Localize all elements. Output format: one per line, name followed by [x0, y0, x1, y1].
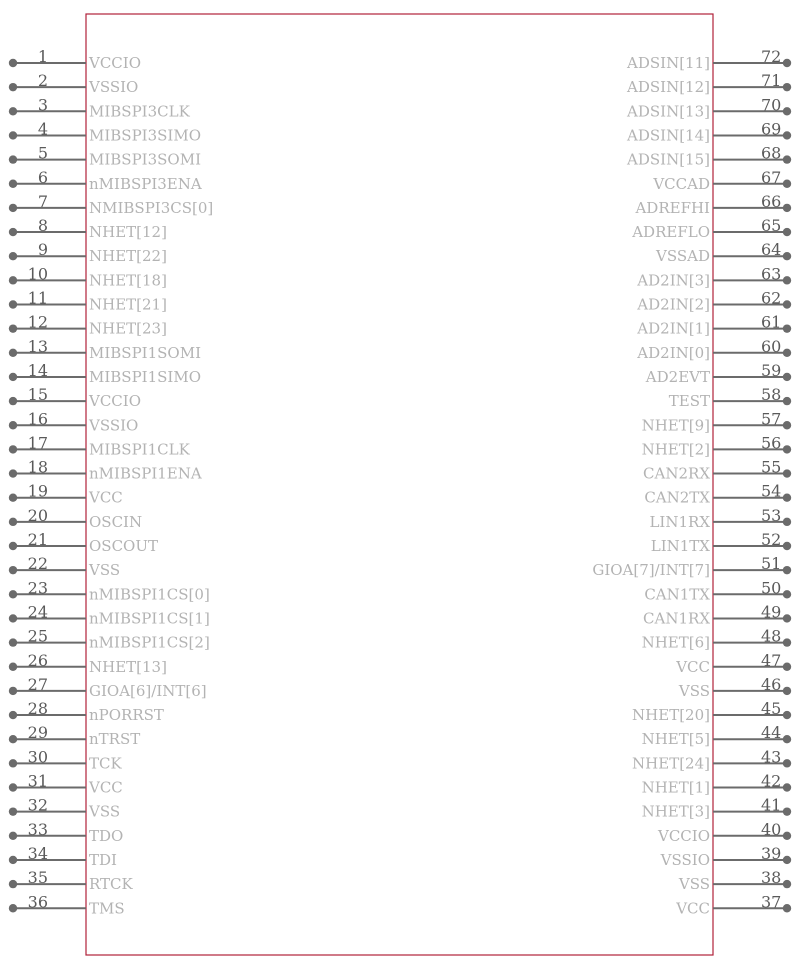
pin-number: 71 [761, 71, 782, 91]
pin-number: 17 [27, 433, 48, 453]
pin-name: VCCAD [653, 174, 710, 193]
pin-terminal-dot [9, 300, 17, 308]
pin-number: 4 [37, 119, 48, 139]
pin-number: 25 [27, 626, 48, 646]
pin-number: 36 [27, 892, 48, 912]
pin-number: 47 [761, 650, 782, 670]
pin-45 [632, 699, 791, 724]
pin-terminal-dot [9, 469, 17, 477]
pin-terminal-dot [783, 904, 791, 912]
pin-number: 24 [27, 602, 48, 622]
pin-number: 61 [761, 312, 782, 332]
pin-terminal-dot [783, 759, 791, 767]
pin-number: 48 [761, 626, 782, 646]
pin-name: VSS [678, 875, 710, 894]
pin-terminal-dot [783, 252, 791, 260]
pin-name: MIBSPI1CLK [89, 440, 190, 459]
pin-number: 64 [761, 240, 782, 260]
pin-71 [626, 71, 791, 96]
pin-name: nMIBSPI1ENA [89, 464, 202, 483]
pin-43 [632, 747, 791, 772]
pin-number: 7 [37, 191, 48, 211]
pin-terminal-dot [783, 324, 791, 332]
pin-number: 63 [761, 264, 782, 284]
pin-number: 69 [761, 119, 782, 139]
pin-name: VCC [89, 778, 123, 797]
pin-39 [660, 844, 792, 869]
pin-11 [9, 289, 167, 314]
pin-number: 3 [37, 95, 48, 115]
pin-name: ADSIN[15] [627, 150, 710, 169]
pin-name: VSS [89, 802, 121, 821]
pin-terminal-dot [9, 131, 17, 139]
left-pin-column [9, 47, 213, 917]
pin-terminal-dot [9, 856, 17, 864]
pin-number: 62 [761, 288, 782, 308]
pin-terminal-dot [783, 228, 791, 236]
pin-34 [9, 844, 117, 869]
pin-26 [9, 651, 167, 676]
pin-terminal-dot [783, 276, 791, 284]
pin-name: NHET[22] [89, 247, 167, 266]
pin-terminal-dot [9, 83, 17, 91]
pin-number: 30 [27, 747, 48, 767]
pin-terminal-dot [9, 566, 17, 574]
pin-number: 51 [761, 554, 782, 574]
pin-name: LIN1RX [649, 512, 710, 531]
pin-12 [9, 313, 167, 338]
pin-name: MIBSPI3SOMI [89, 150, 202, 169]
pin-number: 52 [761, 530, 782, 549]
pin-number: 46 [761, 674, 782, 694]
pin-number: 35 [27, 868, 48, 888]
pin-name: VSS [89, 561, 121, 580]
pin-number: 19 [27, 481, 48, 501]
pin-name: NHET[24] [632, 754, 710, 773]
pin-number: 14 [27, 360, 48, 380]
pin-33 [9, 820, 124, 845]
pin-47 [675, 651, 791, 676]
pin-name: NHET[18] [89, 271, 167, 290]
pin-2 [9, 71, 139, 96]
pin-terminal-dot [9, 735, 17, 743]
pin-terminal-dot [783, 590, 791, 598]
pin-terminal-dot [9, 155, 17, 163]
pin-name: nPORRST [89, 706, 164, 725]
pin-18 [9, 458, 202, 483]
pin-name: VSSIO [89, 78, 139, 97]
pin-name: TDI [89, 850, 117, 869]
pin-terminal-dot [9, 687, 17, 695]
pin-57 [642, 409, 792, 434]
pin-terminal-dot [783, 494, 791, 502]
pin-number: 23 [27, 578, 48, 598]
pin-terminal-dot [783, 518, 791, 526]
right-pin-column [592, 47, 791, 917]
pin-51 [592, 554, 791, 579]
pin-31 [9, 772, 123, 797]
pin-61 [636, 313, 791, 338]
pin-number: 40 [761, 819, 782, 839]
pin-number: 70 [761, 95, 782, 115]
pin-terminal-dot [9, 324, 17, 332]
pin-number: 50 [761, 578, 782, 598]
pin-name: ADREFHI [635, 198, 710, 217]
pin-terminal-dot [9, 59, 17, 67]
pin-terminal-dot [783, 421, 791, 429]
pin-17 [9, 433, 191, 458]
pin-name: ADSIN[13] [627, 102, 710, 121]
pin-name: AD2IN[3] [637, 271, 710, 290]
pin-name: GIOA[6]/INT[6] [89, 681, 207, 700]
pin-27 [9, 675, 207, 700]
pin-52 [651, 530, 791, 555]
pin-number: 60 [761, 336, 782, 356]
pin-48 [642, 627, 792, 652]
pin-name: VCCIO [89, 54, 142, 72]
pin-name: CAN2RX [643, 464, 710, 483]
pin-number: 18 [27, 457, 48, 477]
pin-69 [626, 119, 791, 144]
pin-number: 26 [27, 650, 48, 670]
pin-terminal-dot [9, 252, 17, 260]
pin-terminal-dot [783, 687, 791, 695]
pin-name: NHET[5] [641, 730, 710, 749]
pin-16 [9, 409, 139, 434]
pin-name: NHET[21] [89, 295, 167, 314]
pin-name: CAN2TX [644, 488, 710, 507]
pin-name: NHET[9] [641, 416, 710, 435]
pin-number: 53 [761, 505, 782, 525]
pin-name: NHET[3] [641, 802, 710, 821]
pin-terminal-dot [9, 807, 17, 815]
pin-terminal-dot [9, 494, 17, 502]
pin-name: VSSIO [89, 416, 139, 435]
pin-name: nTRST [89, 730, 141, 749]
pin-name: VCC [676, 899, 710, 918]
pin-name: VSSIO [660, 850, 710, 869]
pin-name: CAN1TX [644, 585, 710, 604]
pin-name: OSCOUT [89, 537, 158, 555]
pin-name: NHET[2] [641, 440, 710, 459]
pin-terminal-dot [9, 276, 17, 284]
pin-22 [9, 554, 120, 579]
pin-terminal-dot [783, 735, 791, 743]
pin-name: OSCIN [89, 512, 143, 531]
pin-terminal-dot [783, 397, 791, 405]
pin-terminal-dot [783, 59, 791, 67]
pin-terminal-dot [783, 373, 791, 381]
pin-65 [631, 216, 791, 241]
pin-number: 8 [37, 216, 48, 236]
pin-terminal-dot [783, 638, 791, 646]
pin-terminal-dot [9, 832, 17, 840]
pin-number: 10 [27, 264, 48, 284]
pin-name: TCK [89, 754, 122, 773]
pin-name: nMIBSPI1CS[1] [89, 609, 210, 628]
pin-terminal-dot [783, 663, 791, 671]
pin-35 [9, 868, 134, 893]
pin-terminal-dot [9, 590, 17, 598]
pin-terminal-dot [9, 711, 17, 719]
pin-terminal-dot [9, 204, 17, 212]
pin-58 [669, 385, 791, 410]
pin-terminal-dot [9, 783, 17, 791]
pin-13 [9, 337, 201, 362]
pin-number: 58 [761, 385, 782, 405]
pin-50 [644, 578, 791, 603]
pin-60 [636, 337, 791, 362]
pin-terminal-dot [783, 783, 791, 791]
pin-4 [9, 119, 201, 144]
pin-name: MIBSPI3SIMO [89, 126, 202, 145]
pin-number: 38 [761, 868, 782, 888]
pin-terminal-dot [9, 542, 17, 550]
pin-number: 43 [761, 747, 782, 767]
pin-70 [626, 95, 791, 120]
pin-23 [9, 578, 210, 603]
pin-terminal-dot [9, 373, 17, 381]
pin-56 [642, 433, 792, 458]
pin-37 [675, 892, 791, 917]
pin-number: 12 [27, 312, 48, 332]
pin-terminal-dot [783, 107, 791, 115]
pin-number: 37 [761, 892, 782, 912]
pin-name: ADSIN[14] [627, 126, 710, 145]
pin-40 [657, 820, 791, 845]
pin-name: ADREFLO [632, 223, 710, 242]
pin-number: 41 [761, 795, 782, 815]
pin-32 [9, 796, 120, 821]
pin-name: nMIBSPI3ENA [89, 174, 202, 193]
pin-25 [9, 627, 210, 652]
pin-67 [652, 168, 791, 193]
pin-terminal-dot [9, 638, 17, 646]
pin-46 [678, 675, 791, 700]
pin-name: TDO [89, 826, 124, 845]
pin-30 [9, 747, 123, 772]
pin-name: TEST [668, 392, 710, 411]
pin-terminal-dot [783, 711, 791, 719]
pin-29 [9, 723, 140, 748]
pin-number: 59 [761, 360, 782, 380]
pin-name: VSSAD [656, 247, 710, 266]
pin-number: 66 [761, 191, 782, 211]
pin-number: 2 [37, 71, 48, 91]
pin-name: AD2IN[0] [637, 343, 710, 362]
pin-19 [9, 482, 123, 507]
pin-5 [9, 144, 201, 169]
pin-name: NHET[1] [641, 778, 710, 797]
pin-number: 65 [761, 216, 782, 236]
pin-54 [644, 482, 791, 507]
pin-terminal-dot [783, 566, 791, 574]
pin-name: NHET[23] [89, 319, 167, 338]
pin-number: 13 [27, 336, 48, 356]
pin-number: 57 [761, 409, 782, 429]
pin-terminal-dot [783, 180, 791, 188]
pin-number: 28 [27, 699, 48, 719]
pin-terminal-dot [9, 180, 17, 188]
pin-number: 16 [27, 409, 48, 429]
pin-terminal-dot [9, 445, 17, 453]
pin-number: 27 [27, 674, 48, 694]
pin-name: VCC [89, 488, 123, 507]
pin-name: VSS [678, 681, 710, 700]
pin-terminal-dot [783, 614, 791, 622]
pin-number: 33 [27, 819, 48, 839]
pin-1 [9, 47, 141, 72]
pin-terminal-dot [9, 397, 17, 405]
pin-terminal-dot [783, 204, 791, 212]
pin-name: MIBSPI1SOMI [89, 343, 202, 362]
pin-number: 9 [37, 240, 48, 260]
pin-name: NMIBSPI3CS[0] [89, 198, 214, 217]
pin-name: CAN1RX [643, 609, 710, 628]
pin-number: 1 [37, 47, 48, 66]
pin-8 [9, 216, 167, 241]
pin-name: RTCK [89, 875, 133, 894]
pin-number: 6 [37, 167, 48, 187]
pin-number: 20 [27, 505, 48, 525]
pin-terminal-dot [783, 880, 791, 888]
pin-7 [9, 192, 213, 217]
pin-number: 56 [761, 433, 782, 453]
pin-38 [678, 868, 791, 893]
pin-terminal-dot [783, 83, 791, 91]
pin-terminal-dot [9, 904, 17, 912]
pin-name: VCC [676, 657, 710, 676]
pin-number: 55 [761, 457, 782, 477]
pin-20 [9, 506, 142, 531]
pin-49 [643, 602, 791, 627]
pin-number: 67 [761, 167, 782, 187]
pin-name: NHET[13] [89, 657, 167, 676]
pin-terminal-dot [783, 445, 791, 453]
pin-name: nMIBSPI1CS[0] [89, 585, 210, 604]
pin-name: MIBSPI1SIMO [89, 367, 202, 386]
pin-name: ADSIN[11] [627, 54, 710, 72]
pin-terminal-dot [783, 542, 791, 550]
pin-terminal-dot [9, 663, 17, 671]
pin-21 [9, 530, 158, 555]
pin-number: 31 [27, 771, 48, 791]
pin-terminal-dot [9, 614, 17, 622]
pin-name: ADSIN[12] [627, 78, 710, 97]
pin-44 [642, 723, 792, 748]
pin-number: 22 [27, 554, 48, 574]
pin-number: 42 [761, 771, 782, 791]
pin-number: 44 [761, 723, 782, 743]
pin-53 [649, 506, 791, 531]
pin-42 [642, 772, 792, 797]
pin-terminal-dot [9, 107, 17, 115]
pin-number: 34 [27, 843, 48, 863]
pin-number: 29 [27, 723, 48, 743]
pin-62 [636, 289, 791, 314]
pin-terminal-dot [783, 131, 791, 139]
pin-terminal-dot [9, 421, 17, 429]
pin-name: AD2IN[1] [637, 319, 710, 338]
pin-64 [655, 240, 791, 265]
pin-name: NHET[6] [641, 633, 710, 652]
pin-number: 49 [761, 602, 782, 622]
pin-name: AD2IN[2] [637, 295, 710, 314]
pin-terminal-dot [783, 832, 791, 840]
pin-name: TMS [89, 899, 125, 918]
pin-terminal-dot [9, 228, 17, 236]
pin-3 [9, 95, 191, 120]
pin-36 [9, 892, 125, 917]
pin-name: GIOA[7]/INT[7] [592, 561, 710, 580]
pin-number: 68 [761, 143, 782, 163]
pin-name: AD2EVT [645, 367, 710, 386]
pin-name: MIBSPI3CLK [89, 102, 190, 121]
pin-59 [645, 361, 791, 386]
pin-terminal-dot [783, 856, 791, 864]
pin-number: 15 [27, 385, 48, 405]
pin-number: 72 [761, 47, 782, 66]
pin-terminal-dot [9, 518, 17, 526]
pin-41 [642, 796, 792, 821]
pin-15 [9, 385, 141, 410]
pin-name: LIN1TX [650, 537, 710, 555]
pin-terminal-dot [9, 349, 17, 357]
pin-number: 11 [27, 288, 48, 308]
pin-terminal-dot [783, 300, 791, 308]
pin-number: 32 [27, 795, 48, 815]
pin-name: NHET[12] [89, 223, 167, 242]
pin-10 [9, 264, 167, 289]
pin-24 [9, 602, 210, 627]
pin-terminal-dot [9, 880, 17, 888]
pin-number: 21 [27, 530, 48, 549]
pin-name: VCCIO [89, 392, 142, 411]
pin-68 [626, 144, 791, 169]
pin-6 [9, 168, 202, 193]
pin-name: nMIBSPI1CS[2] [89, 633, 210, 652]
pin-terminal-dot [783, 155, 791, 163]
pin-number: 5 [37, 143, 48, 163]
pin-number: 45 [761, 699, 782, 719]
pin-number: 54 [761, 481, 782, 501]
pin-9 [9, 240, 167, 265]
pin-terminal-dot [783, 349, 791, 357]
pin-55 [643, 458, 791, 483]
pin-terminal-dot [9, 759, 17, 767]
pin-63 [636, 264, 791, 289]
pin-72 [626, 47, 791, 72]
pin-name: VCCIO [657, 826, 710, 845]
pin-terminal-dot [783, 469, 791, 477]
pin-14 [9, 361, 201, 386]
pin-terminal-dot [783, 807, 791, 815]
pin-name: NHET[20] [632, 706, 710, 725]
pin-number: 39 [761, 843, 782, 863]
